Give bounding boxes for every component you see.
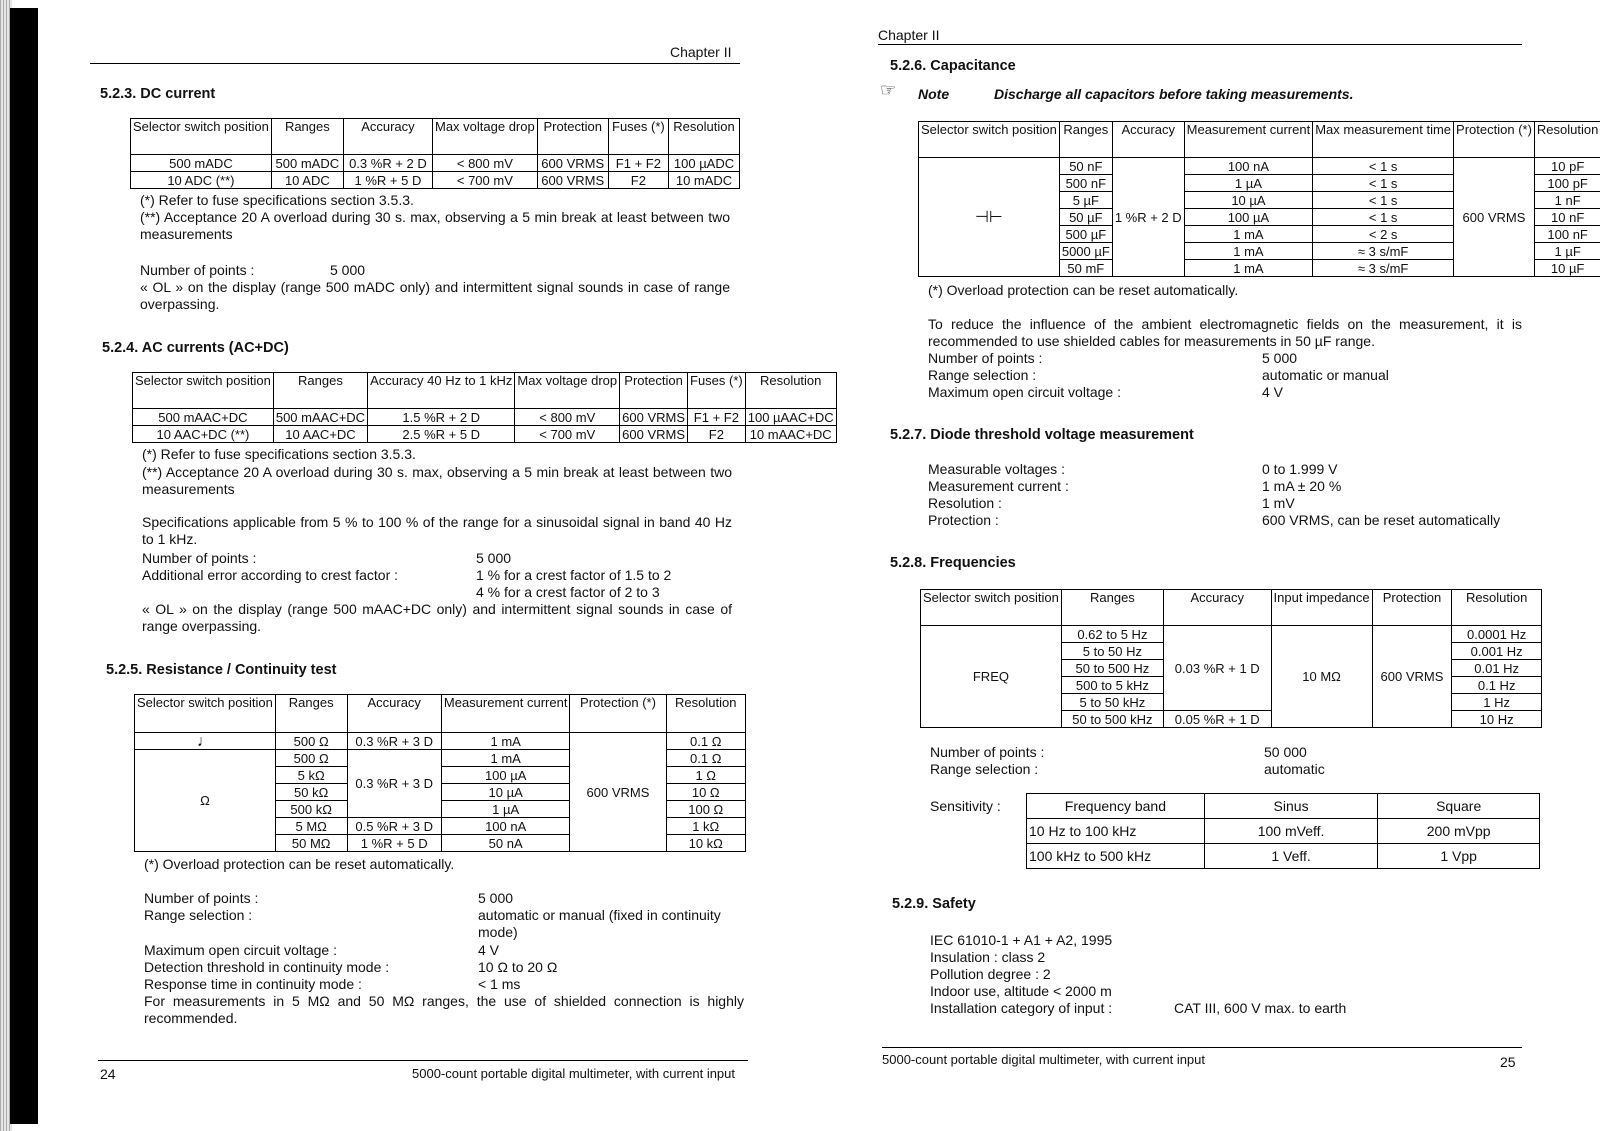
table-cell: 0.3 %R + 2 D bbox=[343, 155, 432, 172]
sensitivity-label: Sensitivity : bbox=[930, 798, 1001, 814]
table-cell: < 2 s bbox=[1313, 226, 1454, 243]
footer-rule-left bbox=[98, 1060, 748, 1061]
table-cell: 0.01 Hz bbox=[1452, 660, 1542, 677]
table-row bbox=[133, 426, 837, 443]
table-cell: 10 kΩ bbox=[666, 835, 745, 852]
section-title-resistance: 5.2.5. Resistance / Continuity test bbox=[106, 662, 337, 678]
dc-ol-text: « OL » on the display (range 500 mADC only) and intermittent signal sounds in case of range overpassing. bbox=[140, 279, 730, 312]
table-cell: 1 mA bbox=[441, 750, 570, 767]
freq-kv-value: 50 000 bbox=[1264, 744, 1307, 760]
table-cell: 600 VRMS bbox=[537, 155, 608, 172]
section-title-diode: 5.2.7. Diode threshold voltage measurement bbox=[890, 427, 1194, 443]
table-cell: 0.3 %R + 3 D bbox=[347, 750, 441, 818]
sensitivity-table bbox=[1026, 793, 1540, 869]
chapter-header-left: Chapter II bbox=[670, 44, 732, 60]
table-cell: F1 + F2 bbox=[608, 155, 668, 172]
table-cell: 10 AAC+DC bbox=[273, 426, 367, 443]
table-header: Accuracy bbox=[1163, 590, 1271, 626]
table-cell: 1 µA bbox=[441, 801, 570, 818]
table-header: Accuracy 40 Hz to 1 kHz bbox=[368, 373, 515, 409]
table-cell: 1 mA bbox=[1184, 243, 1313, 260]
table-cell: 5 MΩ bbox=[275, 818, 347, 835]
section-title-frequencies: 5.2.8. Frequencies bbox=[890, 555, 1016, 571]
table-cell: 600 VRMS bbox=[620, 426, 688, 443]
page-number-left: 24 bbox=[100, 1066, 116, 1082]
table-cell: 100 nA bbox=[441, 818, 570, 835]
table-cell: 1 µF bbox=[1534, 243, 1600, 260]
frequency-table bbox=[920, 589, 1542, 728]
cap-kv-label: Range selection : bbox=[928, 367, 1037, 383]
table-cell: 10 mADC bbox=[669, 172, 740, 189]
table-header: Sinus bbox=[1204, 794, 1378, 819]
res-kv-value: 10 Ω to 20 Ω bbox=[478, 959, 558, 975]
cap-kv-label: Number of points : bbox=[928, 350, 1043, 366]
section-title-capacitance: 5.2.6. Capacitance bbox=[890, 58, 1016, 74]
table-cell: < 1 s bbox=[1313, 158, 1454, 175]
safety-line: Insulation : class 2 bbox=[930, 949, 1046, 965]
table-cell: 1.5 %R + 2 D bbox=[368, 409, 515, 426]
ohm-icon: Ω bbox=[135, 750, 276, 852]
table-cell: 0.1 Ω bbox=[666, 733, 745, 750]
table-cell: 100 µAAC+DC bbox=[745, 409, 836, 426]
table-cell: 2.5 %R + 5 D bbox=[368, 426, 515, 443]
table-cell: 5 kΩ bbox=[275, 767, 347, 784]
safety-line: IEC 61010-1 + A1 + A2, 1995 bbox=[930, 932, 1113, 948]
resistance-table bbox=[134, 694, 746, 852]
ac-current-table bbox=[132, 372, 837, 443]
table-cell: 0.1 Hz bbox=[1452, 677, 1542, 694]
table-header: Max measurement time bbox=[1313, 122, 1454, 158]
table-header: Measurement current bbox=[1184, 122, 1313, 158]
dc-current-table bbox=[130, 118, 740, 189]
table-cell: 500 Ω bbox=[275, 750, 347, 767]
table-cell: ≈ 3 s/mF bbox=[1313, 260, 1454, 277]
table-row bbox=[921, 626, 1542, 643]
diode-kv-value: 600 VRMS, can be reset automatically bbox=[1262, 512, 1501, 528]
table-cell: 100 nA bbox=[1184, 158, 1313, 175]
ac-crest-label: Additional error according to crest factor : bbox=[142, 567, 399, 583]
install-label: Installation category of input : bbox=[930, 1000, 1113, 1016]
table-cell: 10 µF bbox=[1534, 260, 1600, 277]
table-header: Protection bbox=[620, 373, 688, 409]
table-cell: 10 Hz bbox=[1452, 711, 1542, 728]
header-rule-left bbox=[90, 63, 740, 64]
right-page bbox=[878, 0, 1599, 1131]
table-header: Resolution bbox=[666, 695, 745, 733]
table-cell: 0.03 %R + 1 D bbox=[1163, 626, 1271, 711]
ac-crest-value-2: 4 % for a crest factor of 2 to 3 bbox=[476, 584, 660, 600]
table-cell: FREQ bbox=[921, 626, 1062, 728]
diode-kv-value: 1 mA ± 20 % bbox=[1262, 478, 1342, 494]
table-cell: 1 %R + 2 D bbox=[1112, 158, 1184, 277]
table-cell: 5 to 50 kHz bbox=[1061, 694, 1163, 711]
table-row bbox=[131, 155, 740, 172]
table-header: Accuracy bbox=[1112, 122, 1184, 158]
table-cell: 50 mF bbox=[1059, 260, 1112, 277]
res-kv-value: < 1 ms bbox=[478, 976, 521, 992]
res-shield-text: For measurements in 5 MΩ and 50 MΩ ranges, the use of shielded connection is highly recommended. bbox=[144, 993, 744, 1026]
table-cell: 1 mA bbox=[1184, 260, 1313, 277]
section-title-dc: 5.2.3. DC current bbox=[100, 86, 216, 102]
table-cell: 500 to 5 kHz bbox=[1061, 677, 1163, 694]
pointing-hand-icon: ☞ bbox=[880, 80, 897, 100]
left-page bbox=[60, 0, 834, 1131]
table-cell: < 1 s bbox=[1313, 175, 1454, 192]
table-cell: 50 MΩ bbox=[275, 835, 347, 852]
res-kv-label: Number of points : bbox=[144, 890, 259, 906]
table-cell: 1 nF bbox=[1534, 192, 1600, 209]
diode-kv-label: Measurable voltages : bbox=[928, 461, 1065, 477]
header-rule-right bbox=[878, 44, 1522, 45]
table-cell: 500 mADC bbox=[131, 155, 272, 172]
res-kv-label: Detection threshold in continuity mode : bbox=[144, 959, 390, 975]
install-value: CAT III, 600 V max. to earth bbox=[1174, 1000, 1347, 1016]
table-cell: 600 VRMS bbox=[1454, 158, 1535, 277]
table-cell: 50 to 500 Hz bbox=[1061, 660, 1163, 677]
table-cell: 1 %R + 5 D bbox=[347, 835, 441, 852]
dc-note-fuse: (*) Refer to fuse specifications section 3.5.3. bbox=[140, 192, 414, 208]
table-cell: 10 MΩ bbox=[1271, 626, 1372, 728]
safety-line: Indoor use, altitude < 2000 m bbox=[930, 983, 1112, 999]
table-cell: < 700 mV bbox=[515, 426, 620, 443]
table-cell: 500 nF bbox=[1059, 175, 1112, 192]
table-cell: 600 VRMS bbox=[1372, 626, 1452, 728]
table-cell: 0.0001 Hz bbox=[1452, 626, 1542, 643]
table-cell: 5 µF bbox=[1059, 192, 1112, 209]
table-cell: 500 kΩ bbox=[275, 801, 347, 818]
table-header: Selector switch position bbox=[919, 122, 1060, 158]
dc-points-value: 5 000 bbox=[330, 262, 366, 278]
table-cell: 100 kHz to 500 kHz bbox=[1027, 844, 1205, 869]
table-header: Accuracy bbox=[347, 695, 441, 733]
table-cell: 10 µA bbox=[441, 784, 570, 801]
table-cell: 0.62 to 5 Hz bbox=[1061, 626, 1163, 643]
footer-title-right: 5000-count portable digital multimeter, with current input bbox=[882, 1052, 1206, 1067]
table-header: Resolution bbox=[669, 119, 740, 155]
note-text: Discharge all capacitors before taking measurements. bbox=[994, 86, 1354, 102]
table-cell: F2 bbox=[608, 172, 668, 189]
table-cell: 500 µF bbox=[1059, 226, 1112, 243]
table-cell: 0.001 Hz bbox=[1452, 643, 1542, 660]
capacitor-icon: ⊣⊢ bbox=[919, 158, 1060, 277]
table-header: Ranges bbox=[1059, 122, 1112, 158]
table-header: Protection (*) bbox=[570, 695, 666, 733]
table-cell: < 1 s bbox=[1313, 192, 1454, 209]
table-cell: 50 to 500 kHz bbox=[1061, 711, 1163, 728]
cap-kv-value: automatic or manual bbox=[1262, 367, 1389, 383]
ac-crest-value-1: 1 % for a crest factor of 1.5 to 2 bbox=[476, 567, 672, 583]
table-cell: 1 kΩ bbox=[666, 818, 745, 835]
cap-kv-value: 4 V bbox=[1262, 384, 1284, 400]
table-cell: 10 ADC (**) bbox=[131, 172, 272, 189]
table-header: Protection bbox=[1372, 590, 1452, 626]
ac-spec-text: Specifications applicable from 5 % to 100 % of the range for a sinusoidal signal in band 40 Hz to 1 kHz. bbox=[142, 514, 732, 547]
table-cell: < 700 mV bbox=[433, 172, 538, 189]
table-cell: 1 mA bbox=[441, 733, 570, 750]
note-label: Note bbox=[918, 86, 950, 102]
table-header: Selector switch position bbox=[135, 695, 276, 733]
table-cell: 100 µA bbox=[441, 767, 570, 784]
table-header: Max voltage drop bbox=[515, 373, 620, 409]
footer-title-left: 5000-count portable digital multimeter, with current input bbox=[412, 1066, 736, 1081]
table-cell: 10 ADC bbox=[271, 172, 343, 189]
section-title-ac: 5.2.4. AC currents (AC+DC) bbox=[102, 340, 289, 356]
capacitance-para: To reduce the influence of the ambient electromagnetic fields on the measurement, it is recommended to use shielded cables for measurements in 50 µF range. bbox=[928, 316, 1522, 349]
safety-line: Pollution degree : 2 bbox=[930, 966, 1051, 982]
table-cell: F2 bbox=[688, 426, 746, 443]
table-header: Max voltage drop bbox=[433, 119, 538, 155]
table-cell: 100 µA bbox=[1184, 209, 1313, 226]
table-cell: 0.1 Ω bbox=[666, 750, 745, 767]
table-row bbox=[135, 733, 746, 750]
ac-points-value: 5 000 bbox=[476, 550, 512, 566]
table-header: Square bbox=[1378, 794, 1540, 819]
table-cell: 10 Ω bbox=[666, 784, 745, 801]
table-cell: 1 Vpp bbox=[1378, 844, 1540, 869]
table-cell: 1 µA bbox=[1184, 175, 1313, 192]
table-row bbox=[1027, 819, 1540, 844]
page-number-right: 25 bbox=[1500, 1054, 1516, 1070]
table-cell: 10 AAC+DC (**) bbox=[133, 426, 274, 443]
table-header: Resolution bbox=[1534, 122, 1600, 158]
table-cell: 5000 µF bbox=[1059, 243, 1112, 260]
table-header: Input impedance bbox=[1271, 590, 1372, 626]
res-kv-value: automatic or manual (fixed in continuity mode) bbox=[478, 907, 721, 940]
table-cell: < 800 mV bbox=[433, 155, 538, 172]
freq-kv-label: Range selection : bbox=[930, 761, 1039, 777]
table-row bbox=[919, 158, 1600, 175]
table-header: Ranges bbox=[271, 119, 343, 155]
diode-kv-value: 0 to 1.999 V bbox=[1262, 461, 1338, 477]
res-kv-value: 5 000 bbox=[478, 890, 514, 906]
table-header: Measurement current bbox=[441, 695, 570, 733]
res-kv-label: Range selection : bbox=[144, 907, 253, 923]
capacitance-table bbox=[918, 121, 1600, 277]
footer-rule-right bbox=[882, 1047, 1522, 1048]
table-header: Ranges bbox=[1061, 590, 1163, 626]
table-cell: 0.5 %R + 3 D bbox=[347, 818, 441, 835]
diode-kv-value: 1 mV bbox=[1262, 495, 1295, 511]
ac-points-label: Number of points : bbox=[142, 550, 257, 566]
table-row bbox=[133, 409, 837, 426]
freq-kv-value: automatic bbox=[1264, 761, 1325, 777]
section-title-safety: 5.2.9. Safety bbox=[892, 896, 976, 912]
diode-kv-label: Protection : bbox=[928, 512, 999, 528]
table-cell: 10 Hz to 100 kHz bbox=[1027, 819, 1205, 844]
cap-kv-label: Maximum open circuit voltage : bbox=[928, 384, 1121, 400]
table-cell: 10 µA bbox=[1184, 192, 1313, 209]
table-cell: 1 Hz bbox=[1452, 694, 1542, 711]
table-cell: 500 mADC bbox=[271, 155, 343, 172]
table-cell: 100 mVeff. bbox=[1204, 819, 1378, 844]
table-cell: 600 VRMS bbox=[620, 409, 688, 426]
table-cell: 50 nA bbox=[441, 835, 570, 852]
res-kv-label: Maximum open circuit voltage : bbox=[144, 942, 337, 958]
table-cell: 100 nF bbox=[1534, 226, 1600, 243]
table-cell: 1 mA bbox=[1184, 226, 1313, 243]
chapter-header-right: Chapter II bbox=[878, 27, 940, 43]
table-header: Resolution bbox=[745, 373, 836, 409]
res-kv-value: 4 V bbox=[478, 942, 500, 958]
table-header: Protection (*) bbox=[1454, 122, 1535, 158]
ac-ol-text: « OL » on the display (range 500 mAAC+DC only) and intermittent signal sounds in case of range overpassing. bbox=[142, 601, 732, 634]
table-cell: 500 mAAC+DC bbox=[133, 409, 274, 426]
table-header: Selector switch position bbox=[921, 590, 1062, 626]
table-header: Selector switch position bbox=[133, 373, 274, 409]
res-kv-label: Response time in continuity mode : bbox=[144, 976, 362, 992]
dc-note-overload: (**) Acceptance 20 A overload during 30 s. max, observing a 5 min break at least between two measurements bbox=[140, 209, 730, 242]
table-header: Protection bbox=[537, 119, 608, 155]
table-header: Selector switch position bbox=[131, 119, 272, 155]
table-cell: 600 VRMS bbox=[570, 733, 666, 852]
table-cell: ≈ 3 s/mF bbox=[1313, 243, 1454, 260]
table-cell: 10 nF bbox=[1534, 209, 1600, 226]
diode-kv-label: Resolution : bbox=[928, 495, 1002, 511]
table-cell: 500 mAAC+DC bbox=[273, 409, 367, 426]
table-row bbox=[131, 172, 740, 189]
table-cell: 1 %R + 5 D bbox=[343, 172, 432, 189]
table-cell: 50 kΩ bbox=[275, 784, 347, 801]
table-cell: 10 mAAC+DC bbox=[745, 426, 836, 443]
table-cell: 500 Ω bbox=[275, 733, 347, 750]
table-cell: 200 mVpp bbox=[1378, 819, 1540, 844]
ac-note-overload: (**) Acceptance 20 A overload during 30 s. max, observing a 5 min break at least between two measurements bbox=[142, 464, 732, 497]
table-cell: 100 Ω bbox=[666, 801, 745, 818]
table-row bbox=[1027, 844, 1540, 869]
table-cell: < 800 mV bbox=[515, 409, 620, 426]
table-header: Ranges bbox=[275, 695, 347, 733]
dc-points-label: Number of points : bbox=[140, 262, 255, 278]
continuity-icon: ♩ bbox=[135, 733, 276, 750]
cap-kv-value: 5 000 bbox=[1262, 350, 1298, 366]
table-header: Frequency band bbox=[1027, 794, 1205, 819]
table-cell: 100 pF bbox=[1534, 175, 1600, 192]
table-header: Fuses (*) bbox=[688, 373, 746, 409]
table-cell: 100 µADC bbox=[669, 155, 740, 172]
capacitance-footnote: (*) Overload protection can be reset automatically. bbox=[928, 282, 1239, 298]
table-header: Resolution bbox=[1452, 590, 1542, 626]
ac-note-fuse: (*) Refer to fuse specifications section 3.5.3. bbox=[142, 446, 416, 462]
table-cell: 50 nF bbox=[1059, 158, 1112, 175]
table-cell: 0.05 %R + 1 D bbox=[1163, 711, 1271, 728]
table-header: Fuses (*) bbox=[608, 119, 668, 155]
table-cell: 5 to 50 Hz bbox=[1061, 643, 1163, 660]
table-cell: 1 Ω bbox=[666, 767, 745, 784]
table-cell: < 1 s bbox=[1313, 209, 1454, 226]
table-header: Ranges bbox=[273, 373, 367, 409]
binding-edge bbox=[10, 8, 38, 1124]
table-cell: F1 + F2 bbox=[688, 409, 746, 426]
table-cell: 600 VRMS bbox=[537, 172, 608, 189]
freq-kv-label: Number of points : bbox=[930, 744, 1045, 760]
table-cell: 10 pF bbox=[1534, 158, 1600, 175]
table-header: Accuracy bbox=[343, 119, 432, 155]
table-cell: 0.3 %R + 3 D bbox=[347, 733, 441, 750]
diode-kv-label: Measurement current : bbox=[928, 478, 1069, 494]
table-cell: 1 Veff. bbox=[1204, 844, 1378, 869]
resistance-note: (*) Overload protection can be reset automatically. bbox=[144, 856, 455, 872]
table-cell: 50 µF bbox=[1059, 209, 1112, 226]
